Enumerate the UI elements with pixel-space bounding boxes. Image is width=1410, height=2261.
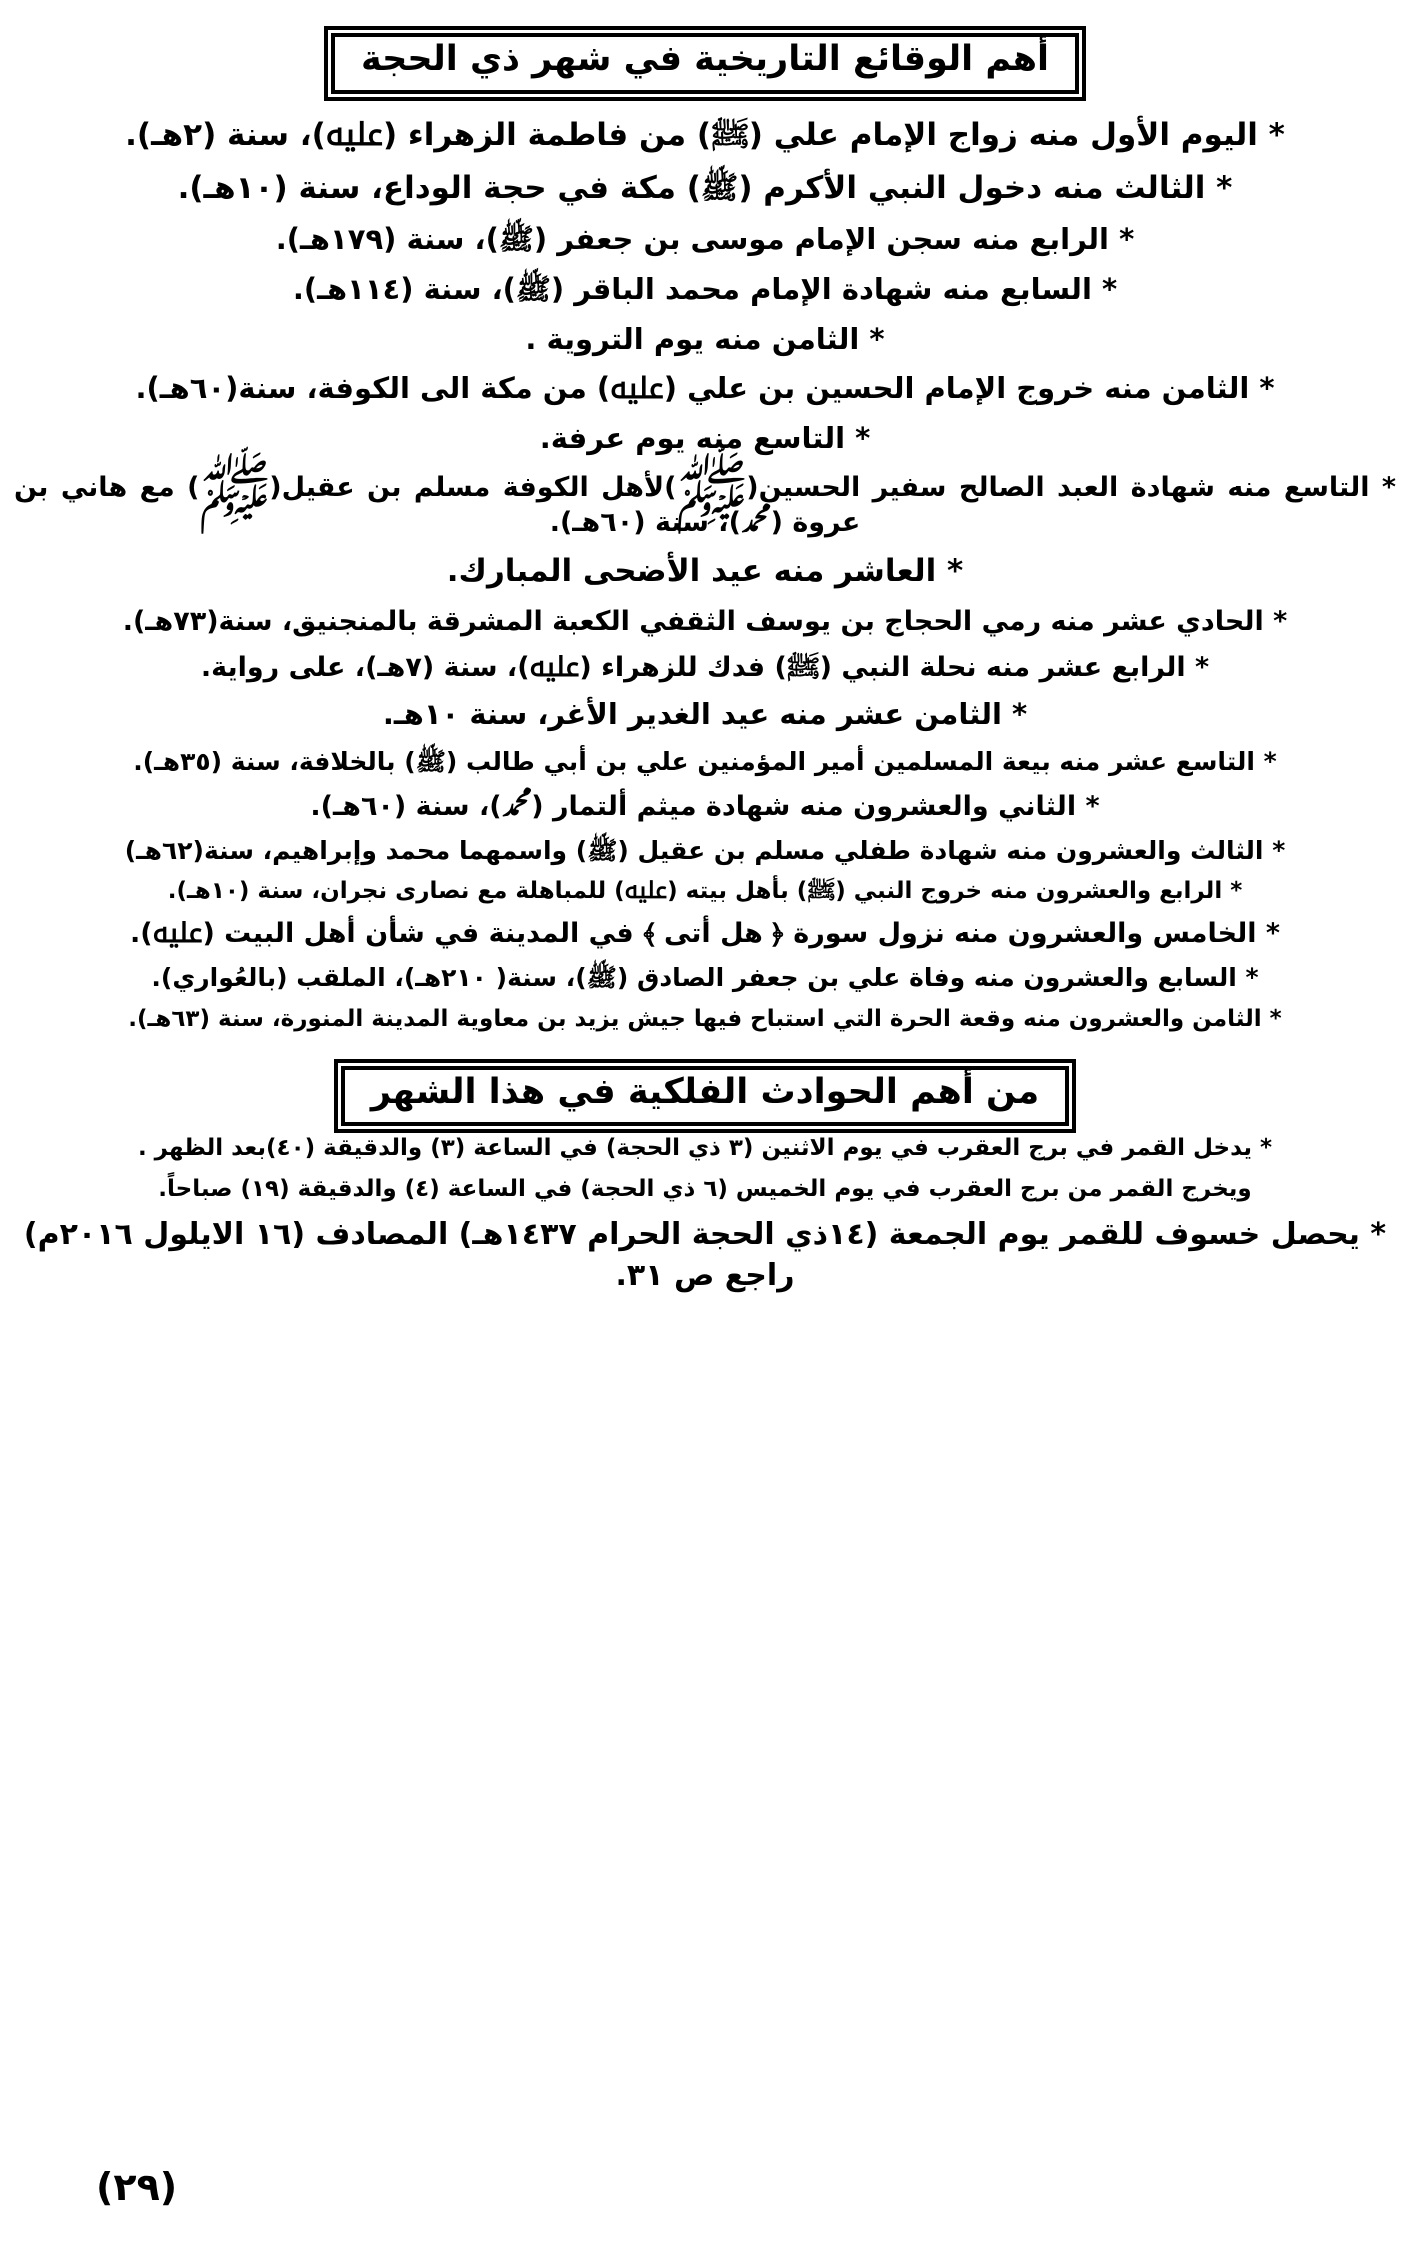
event-item: * اليوم الأول منه زواج الإمام علي (ﷺ) من فاطمة الزهراء (ﷷ)، سنة (٢هـ).: [125, 116, 1285, 153]
historical-events-heading-inner: [331, 33, 1079, 94]
astronomy-item: ويخرج القمر من برج العقرب في يوم الخميس (٦ ذي الحجة) في الساعة (٤) والدقيقة (١٩) صباحاً.: [158, 1176, 1252, 1203]
event-item: * التاسع عشر منه بيعة المسلمين أمير المؤمنين علي بن أبي طالب (ﷺ) بالخلافة، سنة (٣٥هـ).: [133, 747, 1277, 777]
event-item: * التاسع منه شهادة العبد الصالح سفير الحسين(ﷺ)لأهل الكوفة مسلم بن عقيل(ﷺ) مع هاني بن عروة (ﷴ)، سنة (٦٠هـ).: [14, 471, 1396, 538]
astronomical-events-heading-wrap: [0, 1059, 1410, 1134]
event-item: * السابع والعشرون منه وفاة علي بن جعفر الصادق (ﷺ)، سنة( ٢١٠هـ)، الملقب (بالعُواري).: [151, 963, 1259, 993]
event-item: * الثالث والعشرون منه شهادة طفلي مسلم بن عقيل (ﷺ) واسمهما محمد وإبراهيم، سنة(٦٢هـ): [124, 835, 1286, 865]
event-item: * الثالث منه دخول النبي الأكرم (ﷺ) مكة في حجة الوداع، سنة (١٠هـ).: [177, 170, 1233, 207]
page-number: (٢٩): [96, 2165, 178, 2209]
event-item: * السابع منه شهادة الإمام محمد الباقر (ﷺ)، سنة (١١٤هـ).: [292, 272, 1118, 307]
historical-events-heading-wrap: [0, 26, 1410, 101]
event-item: * الثامن والعشرون منه وقعة الحرة التي استباح فيها جيش يزيد بن معاوية المدينة المنورة، سنة (٦٣هـ).: [128, 1005, 1282, 1032]
event-item: * الرابع عشر منه نحلة النبي (ﷺ) فدك للزهراء (ﷷ)، سنة (٧هـ)، على رواية.: [200, 652, 1210, 684]
astronomical-events-heading-inner: [341, 1066, 1069, 1127]
historical-events-list: [0, 115, 1410, 1035]
event-item: * الرابع والعشرون منه خروج النبي (ﷺ) بأهل بيته (ﷷ) للمباهلة مع نصارى نجران، سنة (١٠هـ).: [167, 878, 1243, 905]
event-item: * العاشر منه عيد الأضحى المبارك.: [446, 552, 964, 589]
event-item: * الثامن منه خروج الإمام الحسين بن علي (ﷷ) من مكة الى الكوفة، سنة(٦٠هـ).: [135, 371, 1275, 406]
astronomy-item: * يدخل القمر في برج العقرب في يوم الاثنين (٣ ذي الحجة) في الساعة (٣) والدقيقة (٤٠)بعد الظهر .: [137, 1135, 1273, 1162]
event-item: * التاسع منه يوم عرفة.: [539, 421, 871, 456]
event-item: * الثاني والعشرون منه شهادة ميثم ألتمار (ﷴ)، سنة (٦٠هـ).: [310, 790, 1100, 822]
astronomy-item: * يحصل خسوف للقمر يوم الجمعة (١٤ذي الحجة الحرام ١٤٣٧هـ) المصادف (١٦ الايلول ٢٠١٦م) راجع ص ٣١.: [23, 1217, 1387, 1293]
astronomical-events-heading-text: من أهم الحوادث الفلكية في هذا الشهر: [370, 1071, 1040, 1112]
astronomical-events-heading-box: [334, 1059, 1076, 1134]
historical-events-heading-box: [324, 26, 1086, 101]
event-item: * الثامن عشر منه عيد الغدير الأغر، سنة ١٠هـ.: [382, 697, 1028, 732]
document-page: [0, 26, 1410, 2261]
event-item: * الحادي عشر منه رمي الحجاج بن يوسف الثقفي الكعبة المشرقة بالمنجنيق، سنة(٧٣هـ).: [122, 606, 1288, 638]
event-item: * الرابع منه سجن الإمام موسى بن جعفر (ﷺ)، سنة (١٧٩هـ).: [275, 222, 1135, 257]
event-item: * الثامن منه يوم التروية .: [525, 321, 885, 356]
historical-events-heading-text: أهم الوقائع التاريخية في شهر ذي الحجة: [360, 39, 1050, 79]
astronomical-events-list: [0, 1133, 1410, 1296]
title-spacer: [0, 101, 1410, 115]
event-item: * الخامس والعشرون منه نزول سورة ﴿ هل أتى ﴾ في المدينة في شأن أهل البيت (ﷷ).: [130, 918, 1280, 950]
